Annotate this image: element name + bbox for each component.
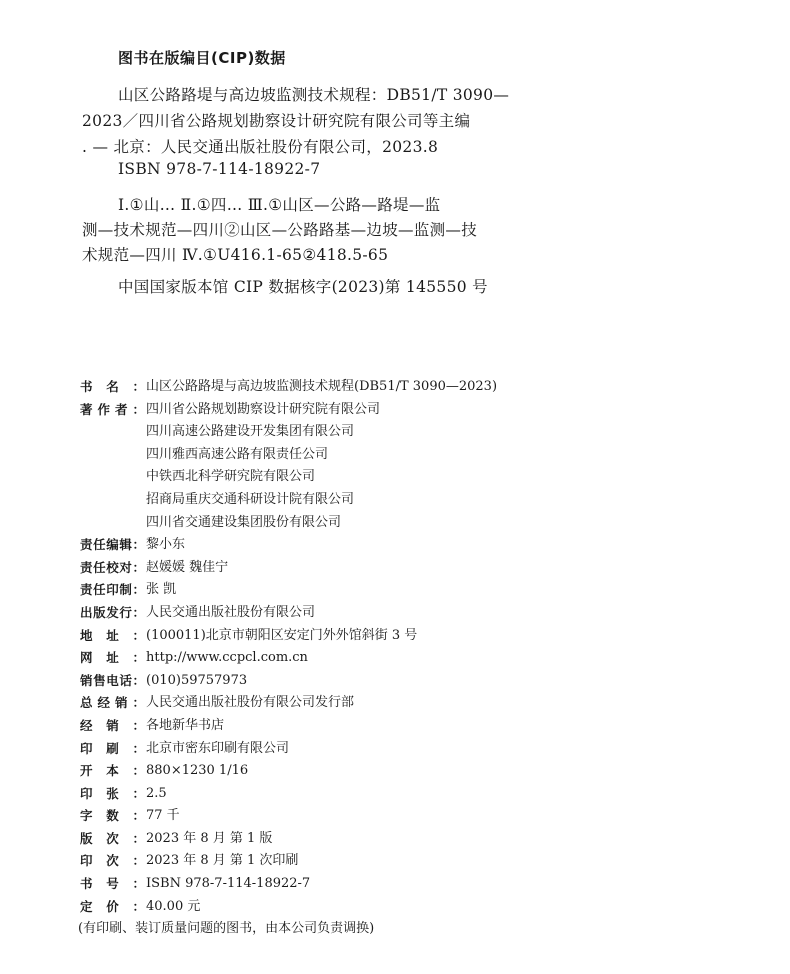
info-value: 四川雅西高速公路有限责任公司 xyxy=(146,446,329,462)
info-label: 著 作 者 ： xyxy=(80,401,145,417)
info-value: 四川省公路规划勘察设计研究院有限公司 xyxy=(146,401,381,417)
info-label xyxy=(80,512,145,535)
info-value: 赵媛媛 魏佳宁 xyxy=(146,559,229,575)
info-label: 版 次 ： xyxy=(80,830,145,846)
info-value: ISBN 978-7-114-18922-7 xyxy=(146,876,311,892)
info-row xyxy=(80,399,740,422)
info-value: 张 凯 xyxy=(146,582,177,598)
info-row xyxy=(80,760,740,783)
info-row xyxy=(80,783,740,806)
info-row xyxy=(80,805,740,828)
info-row xyxy=(80,602,740,625)
info-label xyxy=(80,489,145,512)
info-value: (010)59757973 xyxy=(146,672,248,688)
info-label: 经 销 ： xyxy=(80,717,145,733)
info-value: 四川省交通建设集团股份有限公司 xyxy=(146,514,342,530)
info-row xyxy=(80,738,740,761)
info-row xyxy=(80,466,740,489)
info-row xyxy=(80,489,740,512)
cip-line-2: 2023／四川省公路规划勘察设计研究院有限公司等主编 xyxy=(82,112,471,130)
cip-line-class-2: 测—技术规范—四川②山区—公路路基—边坡—监测—技 xyxy=(82,221,478,239)
info-value: 招商局重庆交通科研设计院有限公司 xyxy=(146,491,355,507)
cip-line-class-3: 术规范—四川 Ⅳ.①U416.1-65②418.5-65 xyxy=(82,246,389,264)
publication-info xyxy=(80,376,740,941)
info-row xyxy=(80,625,740,648)
info-label: 印 刷 ： xyxy=(80,740,145,756)
cip-title: 图书在版编目(CIP)数据 xyxy=(118,49,286,67)
info-label: 责 任 校 对 ： xyxy=(80,559,145,575)
info-row xyxy=(80,579,740,602)
info-label: 书 名 ： xyxy=(80,379,145,394)
info-row xyxy=(80,512,740,535)
cip-line-catalog-number: 中国国家版本馆 CIP 数据核字(2023)第 145550 号 xyxy=(118,278,488,296)
info-row xyxy=(80,557,740,580)
info-label: 定 价 ： xyxy=(80,898,145,914)
info-row xyxy=(80,376,740,399)
info-row xyxy=(80,850,740,873)
info-label xyxy=(80,466,145,489)
info-row xyxy=(80,692,740,715)
info-value: 北京市密东印刷有限公司 xyxy=(146,740,290,756)
info-row xyxy=(80,873,740,896)
cip-line-class-1: Ⅰ.①山… Ⅱ.①四… Ⅲ.①山区—公路—路堤—监 xyxy=(118,196,441,214)
info-value: http://www.ccpcl.com.cn xyxy=(146,650,308,666)
cip-line-isbn: ISBN 978-7-114-18922-7 xyxy=(118,160,321,178)
info-row xyxy=(80,670,740,693)
cip-line-1: 山区公路路堤与高边坡监测技术规程：DB51/T 3090— xyxy=(118,86,510,104)
info-value: 人民交通出版社股份有限公司 xyxy=(146,604,316,620)
info-value: 四川高速公路建设开发集团有限公司 xyxy=(146,424,355,440)
info-value: 880×1230 1/16 xyxy=(146,763,249,779)
info-value: 中铁西北科学研究院有限公司 xyxy=(146,469,316,485)
info-row xyxy=(80,534,740,557)
info-row xyxy=(80,421,740,444)
info-label: 总 经 销 ： xyxy=(80,695,145,711)
info-label: 网 址 ： xyxy=(80,650,145,666)
info-label: 责 任 印 制 ： xyxy=(80,582,145,598)
info-row xyxy=(80,896,740,919)
info-label: 书 号 ： xyxy=(80,876,145,892)
info-label: 地 址 ： xyxy=(80,627,145,643)
info-row xyxy=(80,647,740,670)
cip-line-3: . — 北京：人民交通出版社股份有限公司，2023.8 xyxy=(82,138,439,156)
info-label xyxy=(80,421,145,444)
info-label: 责 任 编 辑 ： xyxy=(80,537,145,553)
info-value: 2023 年 8 月 第 1 次印刷 xyxy=(146,853,299,869)
info-value: 黎小东 xyxy=(146,537,186,553)
info-value: 人民交通出版社股份有限公司发行部 xyxy=(146,695,355,711)
info-label: 销 售 电 话 ： xyxy=(80,672,145,688)
info-value: 2.5 xyxy=(146,785,167,801)
info-row xyxy=(80,828,740,851)
info-label: 出 版 发 行 ： xyxy=(80,604,145,620)
info-row xyxy=(80,715,740,738)
info-value: 77 千 xyxy=(146,808,180,824)
info-label: 印 次 ： xyxy=(80,853,145,869)
info-value: 各地新华书店 xyxy=(146,717,225,733)
info-value: 山区公路路堤与高边坡监测技术规程(DB51/T 3090—2023) xyxy=(146,379,498,394)
info-label: 开 本 ： xyxy=(80,763,145,779)
info-value: 2023 年 8 月 第 1 版 xyxy=(146,830,273,846)
quality-note: (有印刷、装订质量问题的图书，由本公司负责调换) xyxy=(78,921,375,937)
info-value: (100011)北京市朝阳区安定门外外馆斜街 3 号 xyxy=(146,627,418,643)
info-row xyxy=(80,444,740,467)
info-label xyxy=(80,444,145,467)
info-value: 40.00 元 xyxy=(146,898,201,914)
info-label: 印 张 ： xyxy=(80,785,145,801)
info-label: 字 数 ： xyxy=(80,808,145,824)
